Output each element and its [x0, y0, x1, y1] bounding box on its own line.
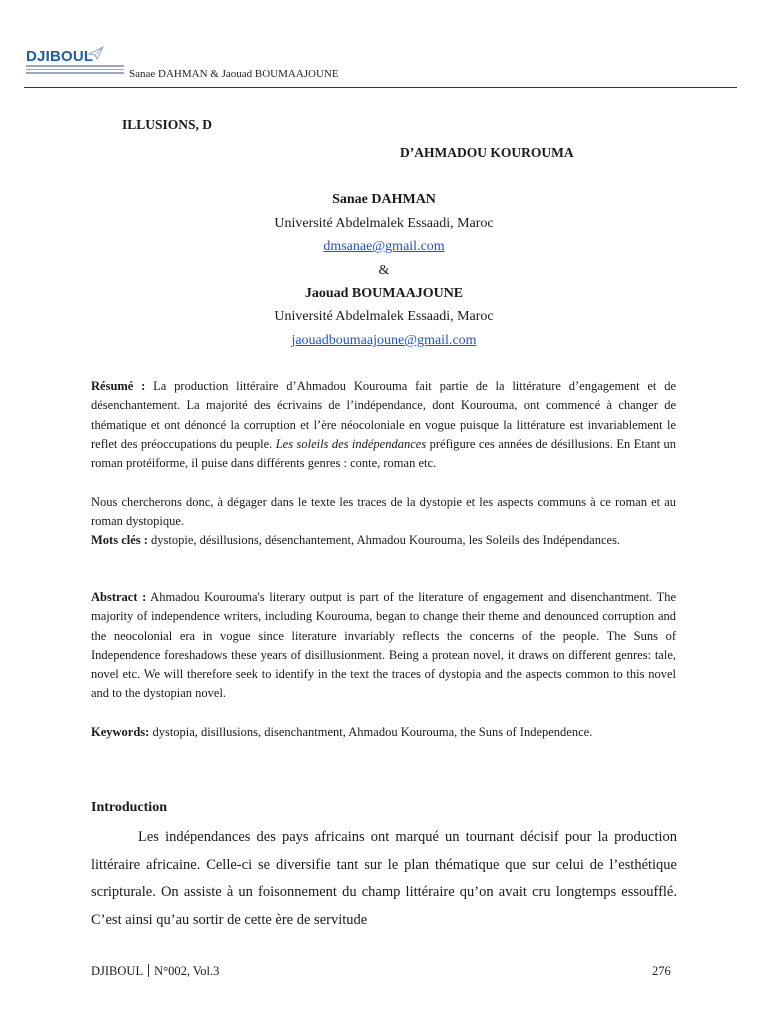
abstract-label: Abstract : [91, 590, 147, 604]
author-1-name: Sanae DAHMAN [332, 192, 436, 207]
keywords-text: dystopia, disillusions, disenchantment, Ahmadou Kourouma, the Suns of Independence. [149, 725, 593, 739]
author-2-name: Jaouad BOUMAAJOUNE [304, 286, 464, 301]
resume-paragraph-2: Nous chercherons donc, à dégager dans le texte les traces de la dystopie et les aspects communs à ce roman et au roman dystopique. [91, 495, 676, 529]
article-title-line-2: D’AHMADOU KOUROUMA [400, 145, 574, 160]
abstract-paragraph [91, 588, 676, 704]
resume-text-1: La production littéraire d’Ahmadou Kourouma fait partie de la littérature d’engagement et de désenchantement. La majorité des écrivains de l’indépendance, dont Kourouma, ont commencé à changer de thématique et ont dénoncé la corruption et l’ère néocoloniale en vogue puisque la littérature est invariablement le reflet des préoccupations du peuple. [91, 379, 677, 451]
running-head: Sanae DAHMAN & Jaouad BOUMAAJOUNE [129, 68, 339, 80]
introduction-paragraph: Les indépendances des pays africains ont marqué un tournant décisif pour la production littéraire africaine. Celle-ci se diversifie tant sur le plan thématique que sur celui de l’esthétique scripturale. On assiste à un foisonnement du champ littéraire qu’on avait cru longtemps essoufflé. C’est ainsi qu’au sortir de cette ère de servitude [91, 829, 677, 929]
keywords-label: Keywords: [91, 725, 150, 739]
page-number: 276 [652, 964, 671, 978]
paper-plane-icon [88, 46, 104, 60]
footer-separator [148, 964, 149, 977]
journal-logo [26, 44, 126, 74]
mots-cles-text: dystopie, désillusions, désenchantement, Ahmadou Kourouma, les Soleils des Indépendances. [147, 533, 621, 547]
footer-journal-info [91, 964, 219, 979]
keywords-paragraph [91, 723, 676, 742]
mots-cles-label: Mots clés : [91, 533, 148, 547]
footer-issue: N°002, Vol.3 [154, 964, 220, 978]
header-divider [24, 87, 737, 88]
resume-label: Résumé : [91, 379, 146, 393]
logo-tagline-graphic [26, 65, 124, 75]
author-2-affiliation: Université Abdelmalek Essaadi, Maroc [274, 309, 494, 324]
footer-journal-name: DJIBOUL [91, 964, 144, 978]
author-1-email-link[interactable]: dmsanae@gmail.com [323, 239, 445, 254]
resume-text-2: préfigure ces années de désillusions. En Etant un roman protéiforme, il puise dans différents genres : conte, roman etc. [91, 436, 676, 471]
author-2-email-link[interactable]: jaouadboumaajoune@gmail.com [291, 333, 477, 348]
author-1-affiliation: Université Abdelmalek Essaadi, Maroc [274, 216, 494, 231]
resume-italic-title: Les soleils des indépendances [275, 436, 427, 451]
logo-text: DJIBOUL [26, 48, 94, 65]
abstract-text: Ahmadou Kourouma's literary output is part of the literature of engagement and disenchantment. The majority of independence writers, including Kourouma, began to change their theme and denounced corruption and the neocolonial era in vogue since literature invariably reflects the concerns of the people. The Suns of Independence foreshadows these years of disillusionment. Being a protean novel, it draws on different genres: tale, novel etc. We will therefore seek to identify in the text the traces of dystopia and the aspects common to this novel and to the dystopian novel. [91, 590, 676, 701]
author-separator: & [378, 263, 390, 278]
resume-paragraph [91, 377, 676, 473]
article-title-line-1: ILLUSIONS, D [122, 117, 213, 132]
introduction-heading: Introduction [91, 800, 167, 815]
mots-cles-paragraph [91, 531, 676, 550]
